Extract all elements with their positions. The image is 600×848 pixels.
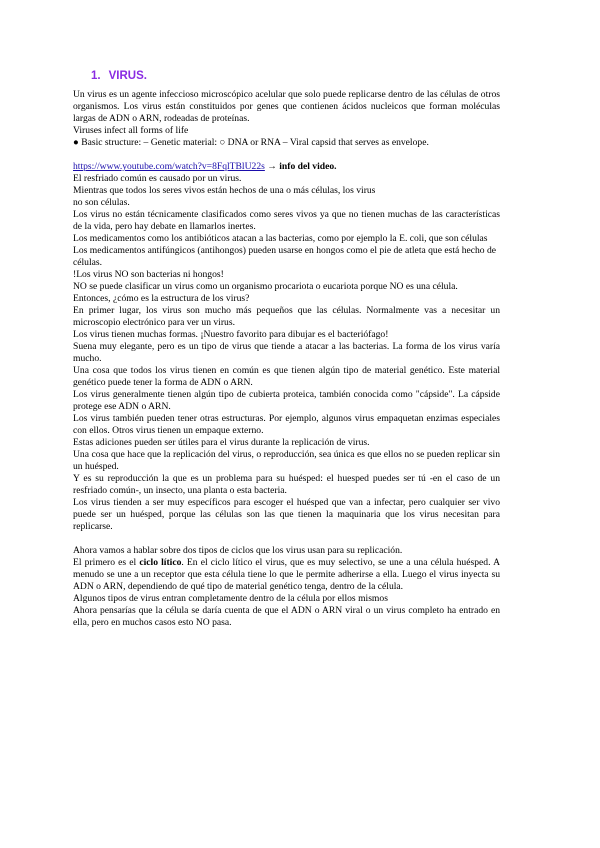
section-title [91,70,500,83]
video-suffix: → info del video. [267,161,337,172]
lytic-text-after: . En el ciclo lítico el virus, que es muy selectivo, se une a una célula huésped. A menudo se une a un receptor que esta célula tiene lo que le permite adherirse a ella. Luego el virus inyecta su ADN o ARN, dependiendo de qué tipo de material genético tenga, dentro de la célula. [73,557,500,592]
intro-paragraph: Un virus es un agente infeccioso microscópico acelular que solo puede replicarse dentro de las células de otros organismos. Los virus están constituidos por genes que contienen ácidos nucleicos que forman moléculas largas de ADN o ARN, rodeadas de proteínas. [73,89,500,124]
paragraph: Los virus tienen muchas formas. ¡Nuestro favorito para dibujar es el bacteriófago! [73,329,389,340]
paragraph: Mientras que todos los seres vivos están hechos de una o más células, los virus [73,185,376,196]
intro-basic-structure: ● Basic structure: – Genetic material: ○ DNA or RNA – Viral capsid that serves as envelope. [73,137,429,148]
paragraph: Suena muy elegante, pero es un tipo de virus que tiende a atacar a las bacterias. La forma de los virus varía mucho. [73,341,500,364]
paragraph: Los virus generalmente tienen algún tipo de cubierta proteica, también conocida como "cápside". La cápside protege ese ADN o ARN. [73,389,500,412]
paragraph: Y es su reproducción la que es un problema para su huésped: el huesped puedes ser tú -en el caso de un resfriado común-, un insecto, una planta o esta bacteria. [73,473,500,496]
paragraph: Una cosa que todos los virus tienen en común es que tienen algún tipo de material genético. Este material genético puede tener la forma de ADN o ARN. [73,365,500,388]
paragraph: no son células. [73,197,130,208]
intro-line-english: Viruses infect all forms of life [73,125,189,136]
section-title-text: VIRUS. [108,70,147,82]
video-link[interactable]: https://www.youtube.com/watch?v=8FqlTBlU22s [73,161,265,172]
paragraph: Los virus tienden a ser muy específicos para escoger el huésped que van a infectar, pero cualquier ser vivo puede ser un huésped, porque las células son las que tienen la maquinaria que los virus necesitan para replicarse. [73,497,500,532]
lytic-text-before: El primero es el [73,557,140,568]
paragraph: Los virus también pueden tener otras estructuras. Por ejemplo, algunos virus empaquetan enzimas especiales con ellos. Otros virus tienen un empaque externo. [73,413,500,436]
paragraph: Entonces, ¿cómo es la estructura de los virus? [73,293,250,304]
lytic-cycle-paragraph [73,557,500,593]
lytic-cycle-term: ciclo lítico [139,557,182,568]
paragraph: !Los virus NO son bacterias ni hongos! [73,269,224,280]
cycles-intro: Ahora vamos a hablar sobre dos tipos de ciclos que los virus usan para su replicación. [73,545,403,556]
paragraph: NO se puede clasificar un virus como un organismo procariota o eucariota porque NO es una célula. [73,281,458,292]
paragraph: Estas adiciones pueden ser útiles para el virus durante la replicación de virus. [73,437,370,448]
paragraph: Ahora pensarías que la célula se daría cuenta de que el ADN o ARN viral o un virus completo ha entrado en ella, pero en muchos casos esto NO pasa. [73,605,500,628]
paragraph: Los medicamentos como los antibióticos atacan a las bacterias, como por ejemplo la E. coli, que son células [73,233,488,244]
paragraph: Algunos tipos de virus entran completamente dentro de la célula por ellos mismos [73,593,388,604]
paragraph: Los virus no están técnicamente clasificados como seres vivos ya que no tienen muchas de las características de la vida, pero hay debate en llamarlos inertes. [73,209,500,232]
document-page [73,70,500,629]
video-reference [73,161,500,173]
paragraph: En primer lugar, los virus son mucho más pequeños que las células. Normalmente vas a necesitar un microscopio electrónico para ver un virus. [73,305,500,328]
paragraph: Los medicamentos antifúngicos (antihongos) pueden usarse en hongos como el pie de atleta que está hecho de células. [73,245,497,268]
paragraph: El resfriado común es causado por un virus. [73,173,242,184]
paragraph: Una cosa que hace que la replicación del virus, o reproducción, sea única es que ellos no se pueden replicar sin un huésped. [73,449,500,472]
section-number: 1. [91,70,101,82]
